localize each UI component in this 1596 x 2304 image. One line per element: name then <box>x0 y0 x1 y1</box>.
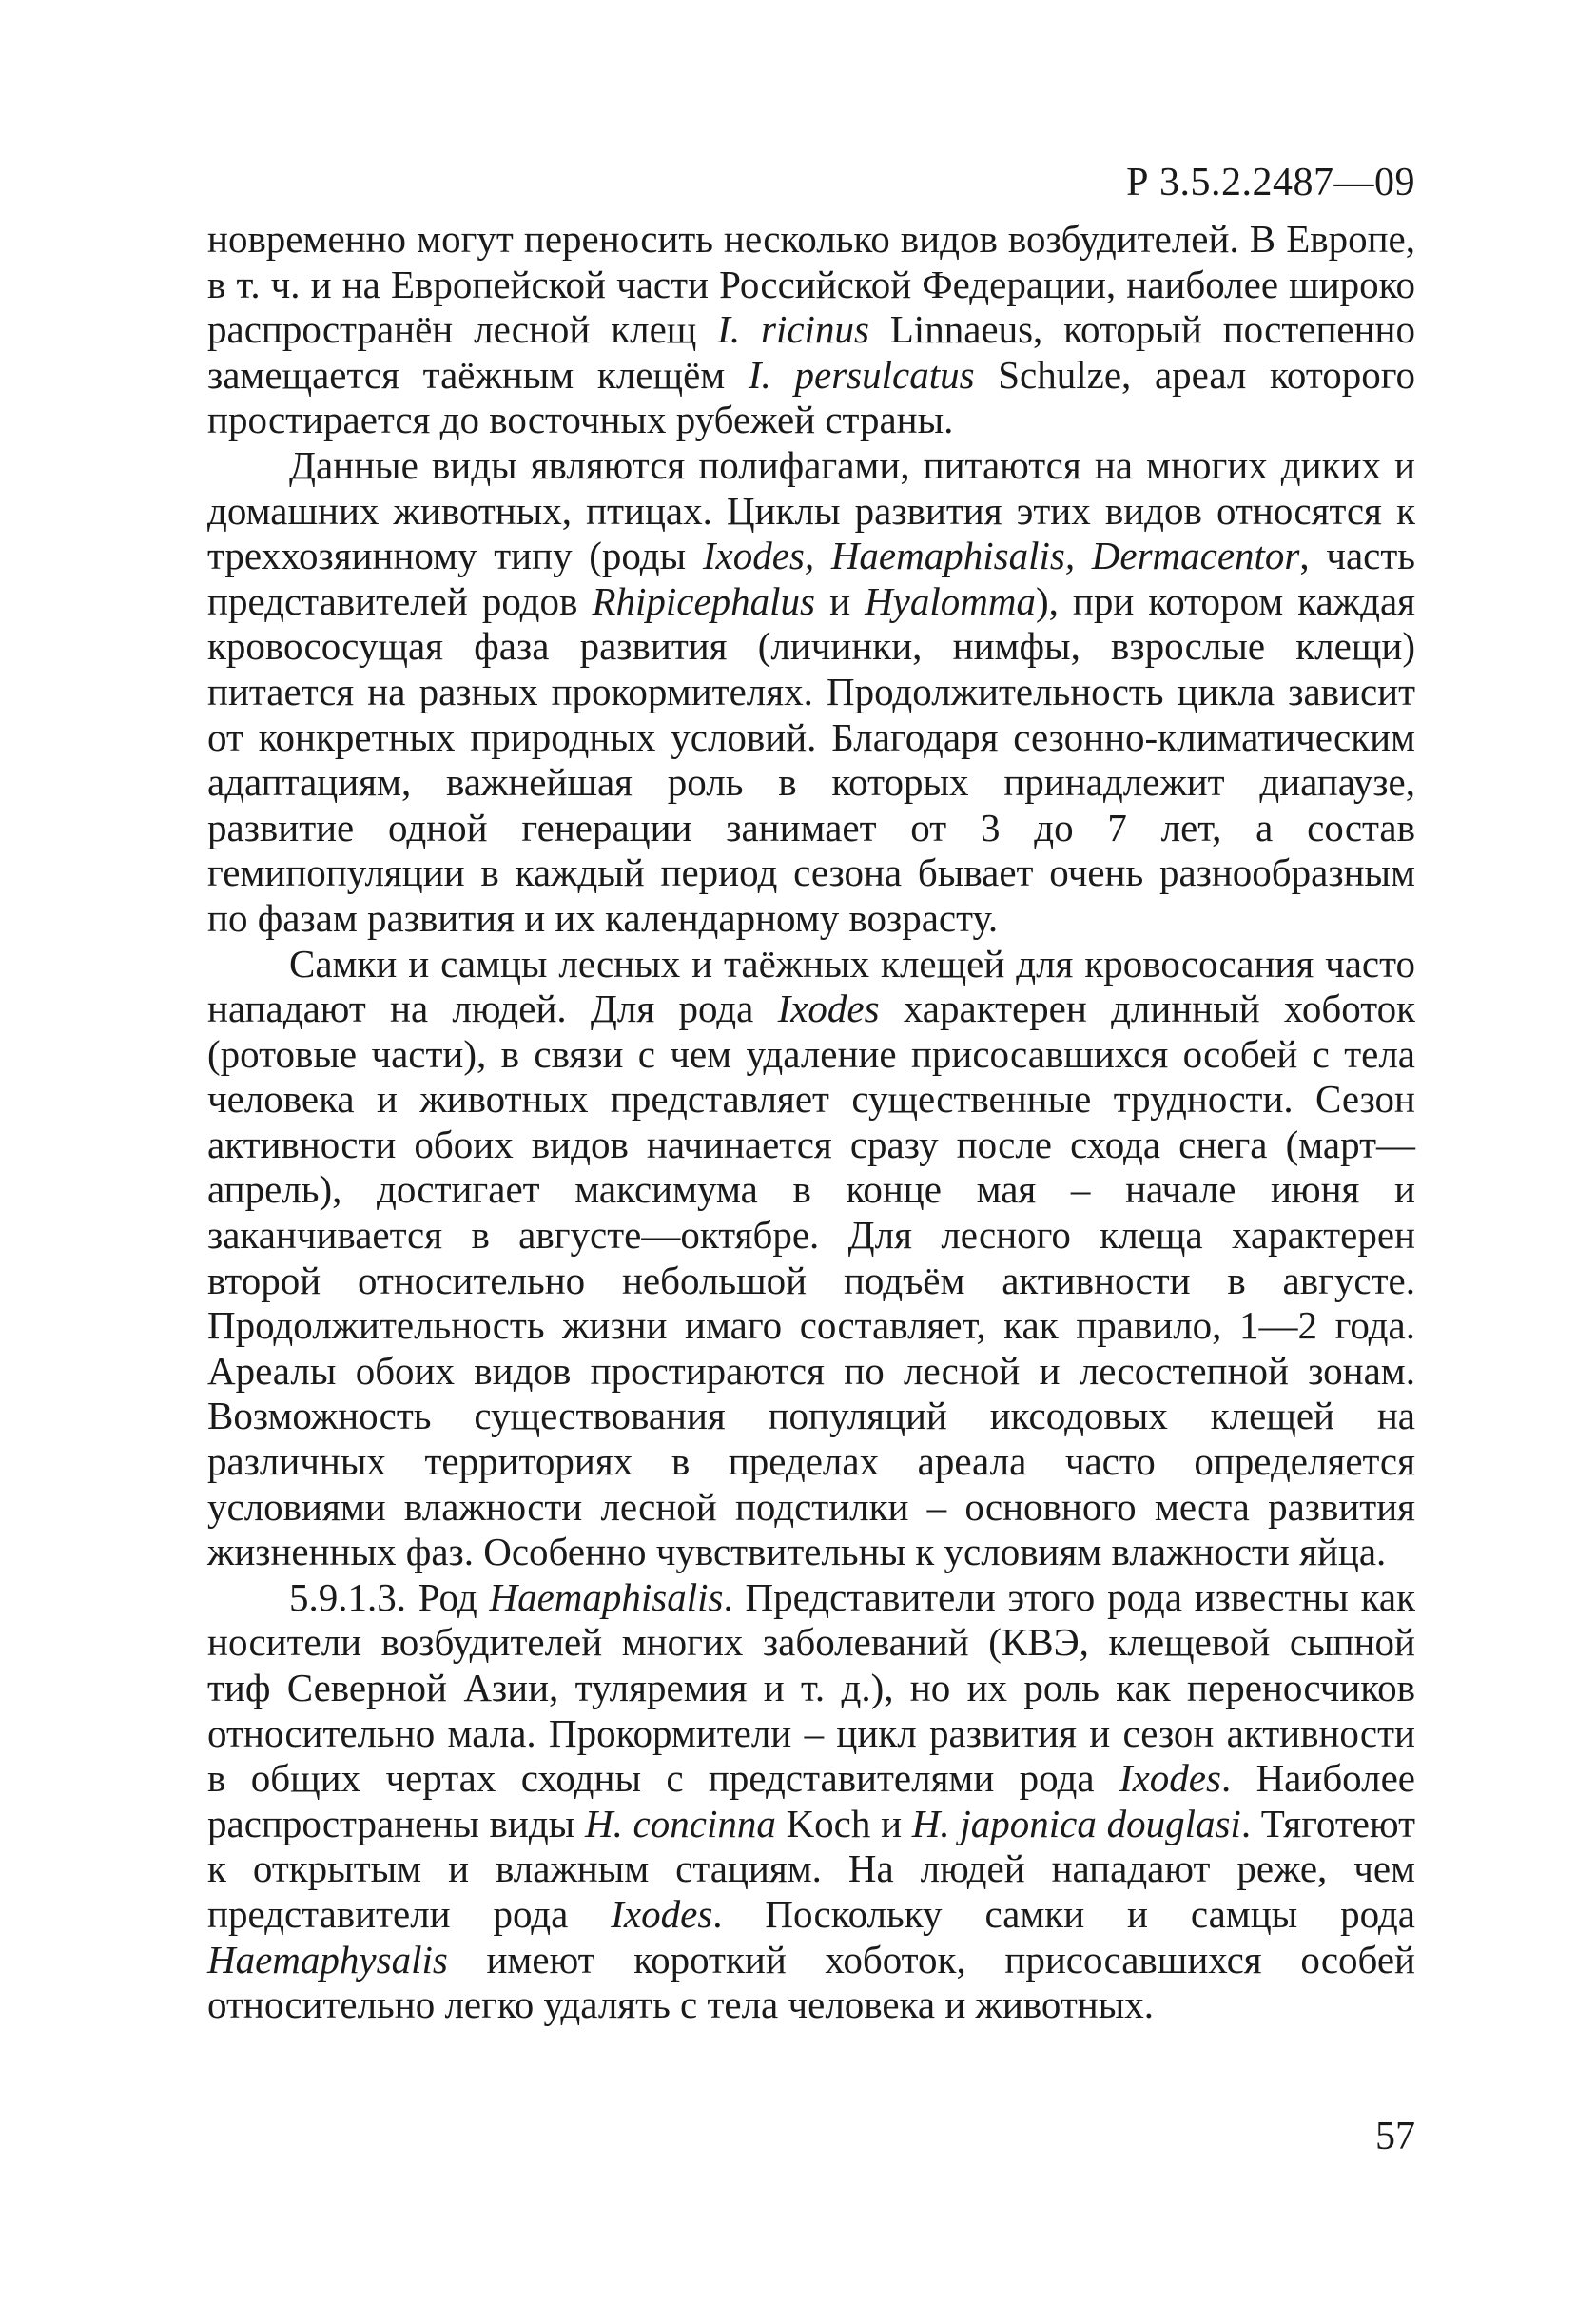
italic-term: Haemaphysalis <box>207 1937 448 1982</box>
text-run: Koch и <box>775 1801 912 1845</box>
paragraph <box>207 443 1415 942</box>
text-run: Linnaeus, который постепенно замещается таёжным клещём <box>207 307 1415 397</box>
paragraph <box>207 1575 1415 2028</box>
page-number: 57 <box>1375 2115 1415 2158</box>
text-run: ), при котором каждая кровососущая фаза развития (личинки, нимфы, взрослые клещи) питается на разных прокормителях. Продолжительность цикла зависит от конкретных природных условий. Благодаря сезонно-климатическим адаптациям, важнейшая роль в которых принадлежит диапаузе, развитие одной генерации занимает от 3 до 7 лет, а состав гемипопуляции в каждый период сезона бывает очень разнообразным по фазам развития и их календарному возрасту. <box>207 578 1415 940</box>
text-run: имеют короткий хоботок, присосавшихся особей относительно легко удалять с тела человека и животных. <box>207 1937 1415 2027</box>
italic-term: H. japonica douglasi <box>911 1801 1241 1845</box>
italic-term: Ixodes <box>611 1891 713 1936</box>
paragraph <box>207 942 1415 1575</box>
paragraph <box>207 217 1415 443</box>
italic-term: Ixodes, Haemaphisalis, Dermacentor <box>702 534 1300 578</box>
text-run: Schulze, ареал которого простирается до восточных рубежей страны. <box>207 352 1416 442</box>
text-run: Данные виды являются полифагами, питаются на многих диких и домашних животных, птицах. Циклы развития этих видов относятся к треххозяинному типу (роды <box>207 442 1415 578</box>
text-run: 5.9.1.3. Род <box>289 1574 490 1619</box>
italic-term: I. persulcatus <box>748 352 975 397</box>
italic-term: Rhipicephalus <box>592 578 816 623</box>
italic-term: Hyalomma <box>865 578 1036 623</box>
text-run: , часть представителей родов <box>207 534 1415 623</box>
text-run: Самки и самцы лесных и таёжных клещей для кровососания часто нападают на людей. Для рода <box>207 941 1415 1031</box>
italic-term: H. concinna <box>584 1801 776 1845</box>
text-run: новременно могут переносить несколько видов возбудителей. В Европе, в т. ч. и на Европейской части Российской Федерации, наиболее широко распространён лесной клещ <box>207 217 1415 352</box>
text-run: и <box>815 578 866 623</box>
italic-term: I. ricinus <box>717 307 869 352</box>
document-code: Р 3.5.2.2487—09 <box>1126 161 1415 205</box>
italic-term: Haemaphisalis <box>489 1574 724 1619</box>
text-run: характерен длинный хоботок (ротовые части), в связи с чем удаление присосавшихся особей с тела человека и животных представляет существенные трудности. Сезон активности обоих видов начинается сразу после схода снега (март—апрель), достигает максимума в конце мая – начале июня и заканчивается в августе—октябре. Для лесного клеща характерен второй относительно небольшой подъём активности в августе. Продолжительность жизни имаго составляет, как правило, 1—2 года. Ареалы обоих видов простираются по лесной и лесостепной зонам. Возможность существования популяций иксодовых клещей на различных территориях в пределах ареала часто определяется условиями влажности лесной подстилки – основного места развития жизненных фаз. Особенно чувствительны к условиям влажности яйца. <box>207 986 1415 1574</box>
body-text <box>207 217 1415 2028</box>
italic-term: Ixodes <box>777 986 880 1031</box>
text-run: . Поскольку самки и самцы рода <box>712 1891 1415 1936</box>
text-run: . Представители этого рода известны как носители возбудителей многих заболеваний (КВЭ, клещевой сыпной тиф Северной Азии, туляремия и т. д.), но их роль как переносчиков относительно мала. Прокормители – цикл развития и сезон активности в общих чертах сходны с представителями рода <box>207 1574 1415 1801</box>
italic-term: Ixodes <box>1119 1756 1221 1801</box>
text-run: . Наиболее распространены виды <box>207 1756 1415 1845</box>
text-run: . Тяготеют к открытым и влажным стациям. На людей нападают реже, чем представители рода <box>207 1801 1416 1936</box>
